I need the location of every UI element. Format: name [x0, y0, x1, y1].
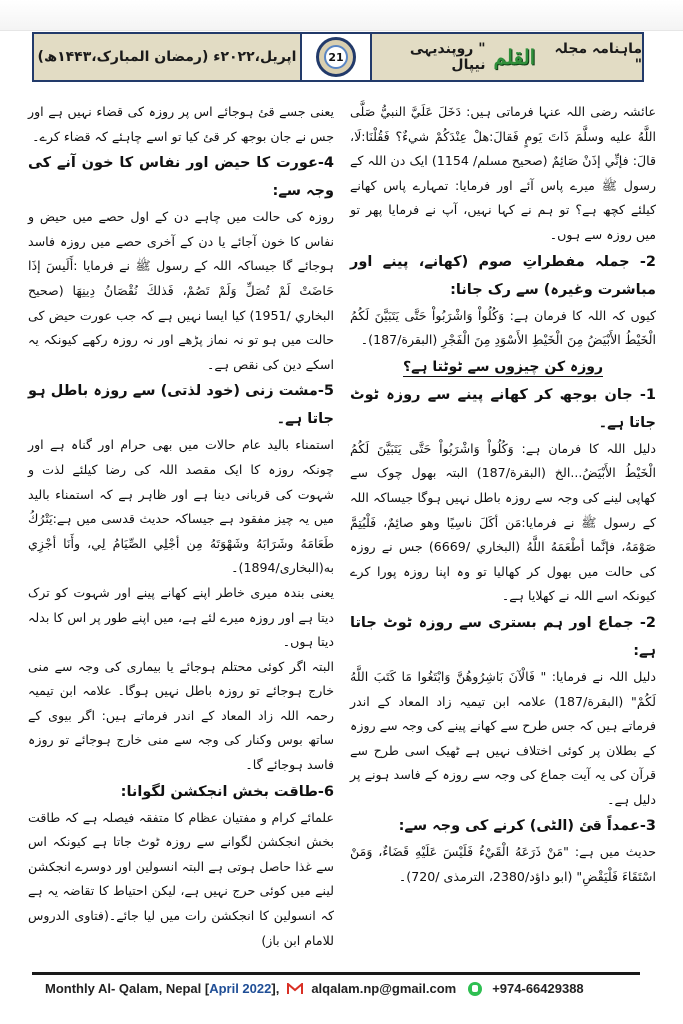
- issue-date-box: [32, 32, 302, 82]
- section-heading: 2- جماع اور ہم بستری سے روزہ ٹوٹ جاتا ہے:: [350, 614, 656, 659]
- section-heading: 1- جان بوجھ کر کھانے پینے سے روزہ ٹوٹ جاتا ہے۔: [350, 386, 656, 431]
- magazine-prefix: ماہنامہ مجلہ ": [554, 41, 642, 73]
- publication-name: Monthly Al- Qalam, Nepal [: [45, 981, 210, 996]
- article-body: [28, 100, 656, 960]
- magazine-title-box: [370, 32, 644, 82]
- page-footer: [45, 981, 584, 996]
- page-header: [32, 32, 644, 82]
- page-number-box: [302, 32, 370, 82]
- issue-month: April 2022: [209, 981, 272, 996]
- paragraph: دلیل اللہ کا فرمان ہے: وَكُلُواْ وَاشْرَبُواْ حَتَّى يَتَبَيَّنَ لَكُمُ الْخَيْطُ الأَبْيَضُ...الخ (البقرة/187) البتہ بھول چوک سے کھاپی لینے کی وجہ سے روزہ باطل نہیں ہوگا جیساکہ اللہ کے رسول ﷺ نے فرمایا:مَن أكَلَ ناسِيًا وهو صائِمٌ، فَلْيُتِمَّ صَوْمَهُ، فإنَّما أطْعَمَهُ اللَّهُ (البخاري /6669) جس نے روزہ کی حالت میں بھول کر کھالیا تو وہ اپنا روزہ پورا کرے کیونکہ اسے اللہ نے کھلایا ہے۔: [350, 440, 657, 604]
- paragraph: یعنی بندہ میری خاطر اپنے کھانے پینے اور شہوت کو ترک دیتا ہے اور روزہ میرے لئے ہے، میں اپنے طور پر اس کا بدلہ دیتا ہوں۔: [28, 584, 334, 650]
- magazine-suffix: " روپندیہی نیپال: [409, 41, 486, 73]
- bracket-close: ],: [271, 981, 280, 996]
- paragraph: البتہ اگر کوئی محتلم ہوجائے یا بیماری کی وجہ سے منی خارج ہوجائے تو روزہ باطل نہیں ہوگا۔ علامہ ابن تیمیہ رحمہ اللہ زاد المعاد کے اندر فرماتے ہیں: اگر بیوی کے ساتھ بوس وکنار کی وجہ سے منی خارج ہوجائے تو روزہ فاسد ہوجائے گا۔: [28, 658, 334, 773]
- gmail-icon: [287, 983, 303, 995]
- section-heading: 3-عمداً قئ (الٹی) کرنے کی وجہ سے:: [398, 818, 656, 835]
- section-heading: 4-عورت کا حیض اور نفاس کا خون آنے کی وجہ سے:: [28, 155, 334, 200]
- al-qalam-logo: القلم: [493, 45, 536, 69]
- phone-number: +974-66429388: [492, 981, 584, 996]
- page-number: 21: [324, 45, 348, 69]
- paragraph: عائشہ رضی اللہ عنہا فرماتی ہیں: دَخَلَ عَلَيَّ النبيُّ صَلَّى اللَّهُ عليه وسلَّمَ ذَاتَ يَومٍ فَقالَ:هلْ عِنْدَكُمْ شيءٌ؟ فَقُلْنَا:لَا، قالَ: فإنِّي إذَنْ صَائِمٌ (صحیح مسلم/ 1154) ایک دن اللہ کے رسول ﷺ میرے پاس آئے اور فرمایا: تمہارے پاس کھانے کیلئے کچھ ہے؟ تو ہم نے کہا نہیں، آپ نے فرمایا پھر تو میں روزہ سے ہوں۔: [350, 104, 656, 242]
- subtitle-text: روزہ کن چیزوں سے ٹوٹتا ہے؟: [402, 358, 604, 375]
- issue-date: اپریل،۲۰۲۲ء (رمضان المبارک،۱۴۴۳ھ): [37, 49, 297, 65]
- page-number-badge: [316, 37, 356, 77]
- viewer-top-edge: [0, 0, 683, 31]
- section-heading: 2- جملہ مفطراتِ صوم (کھانے، پینے اور مباشرت وغیرہ) سے رک جانا:: [350, 253, 656, 298]
- paragraph: روزہ کی حالت میں چاہے دن کے اول حصے میں حیض و نفاس کا خون آجائے یا دن کے آخری حصے میں روزہ فاسد ہوجائے گا جیساکہ اللہ کے رسول ﷺ نے فرمایا :أَلَيسَ إذَا حَاضَتْ لَمْ تُصَلِّ وَلَمْ تَصُمْ، فَذلكَ نُقْصَانُ دِينِهَا (صحيح البخاري /1951) کیا ایسا نہیں ہے کہ جب عورت حیض کی حالت میں ہو تو نہ نماز پڑھے اور نہ روزہ رکھے کیونکہ یہ اسکے دین کی نقص ہے۔: [28, 209, 335, 372]
- paragraph: یعنی جسے قئ ہوجائے اس پر روزہ کی قضاء نہیں ہے اور جس نے جان بوجھ کر قئ کیا تو اسے چاہئے کہ قضاء کرے۔: [28, 104, 334, 144]
- paragraph: حدیث میں ہے: "مَنْ ذَرَعَهُ الْقَيْءُ فَلَيْسَ عَلَيْهِ قَضَاءٌ، وَمَنْ اسْتَقَاءَ فَلْيَقْضِ" (ابو داؤد/2380، الترمذی /720)۔: [350, 844, 656, 885]
- section-heading: 5-مشت زنی (خود لذتی) سے روزہ باطل ہو جاتا ہے۔: [28, 383, 334, 428]
- article-subtitle: [350, 353, 656, 381]
- whatsapp-icon: [468, 982, 482, 996]
- paragraph: کیوں کہ اللہ کا فرمان ہے: وَكُلُواْ وَاشْرَبُواْ حَتَّى يَتَبَيَّنَ لَكُمُ الْخَيْطُ الأَبْيَضُ مِنَ الْخَيْطِ الأَسْوَدِ مِنَ الْفَجْرِ (البقرة/187)۔: [350, 307, 656, 348]
- section-heading: 6-طاقت بخش انجکشن لگوانا:: [120, 783, 334, 800]
- email-link[interactable]: alqalam.np@gmail.com: [311, 981, 457, 996]
- right-column: [350, 100, 656, 960]
- paragraph: دلیل اللہ نے فرمایا: " فَالْآنَ بَاشِرُوهُنَّ وَابْتَغُوا مَا كَتَبَ اللَّهُ لَكُمْ" (البقرة/187) علامہ ابن تیمیہ زاد المعاد کے اندر فرماتے ہیں کہ جس طرح سے کھانے پینے کی وجہ سے روزہ کے بطلان پر کوئی اختلاف نہیں ہے ٹھیک اسی طرح سے قرآن کی یہ آیت جماع کی وجہ سے روزہ کے فاسد ہونے پر دلیل ہے۔: [350, 668, 656, 807]
- footer-divider: [32, 972, 640, 975]
- paragraph: علمائے کرام و مفتیان عظام کا متفقہ فیصلہ ہے کہ طاقت بخش انجکشن لگوانے سے روزہ ٹوٹ جاتا ہے کیونکہ اس سے غذا حاصل ہوتی ہے البتہ انسولین اور دوسرے انجکشن لینے میں کوئی حرج نہیں ہے، لیکن احتیاط کا تقاضہ یہ ہے کہ انسولین کا انجکشن رات میں لیا جائے۔(فتاوی الدروس للامام ابن باز): [28, 809, 334, 948]
- paragraph: استمناء بالید عام حالات میں بھی حرام اور گناہ ہے اور چونکہ روزہ کا ایک مقصد اللہ کی رضا کیلئے لذت و شہوت کی قربانی دینا ہے اور ظاہر ہے کہ استمناء بالید میں یہ چیز مفقود ہے جیساکہ حدیث قدسی میں ہے:يَتْرُكُ طَعَامَهُ وشَرَابَهُ وشَهْوَتَهُ مِن أجْلِي الصِّيَامُ لِي، وأَنَا أجْزِي به(البخاری/1894)۔: [28, 437, 334, 576]
- left-column: [28, 100, 334, 960]
